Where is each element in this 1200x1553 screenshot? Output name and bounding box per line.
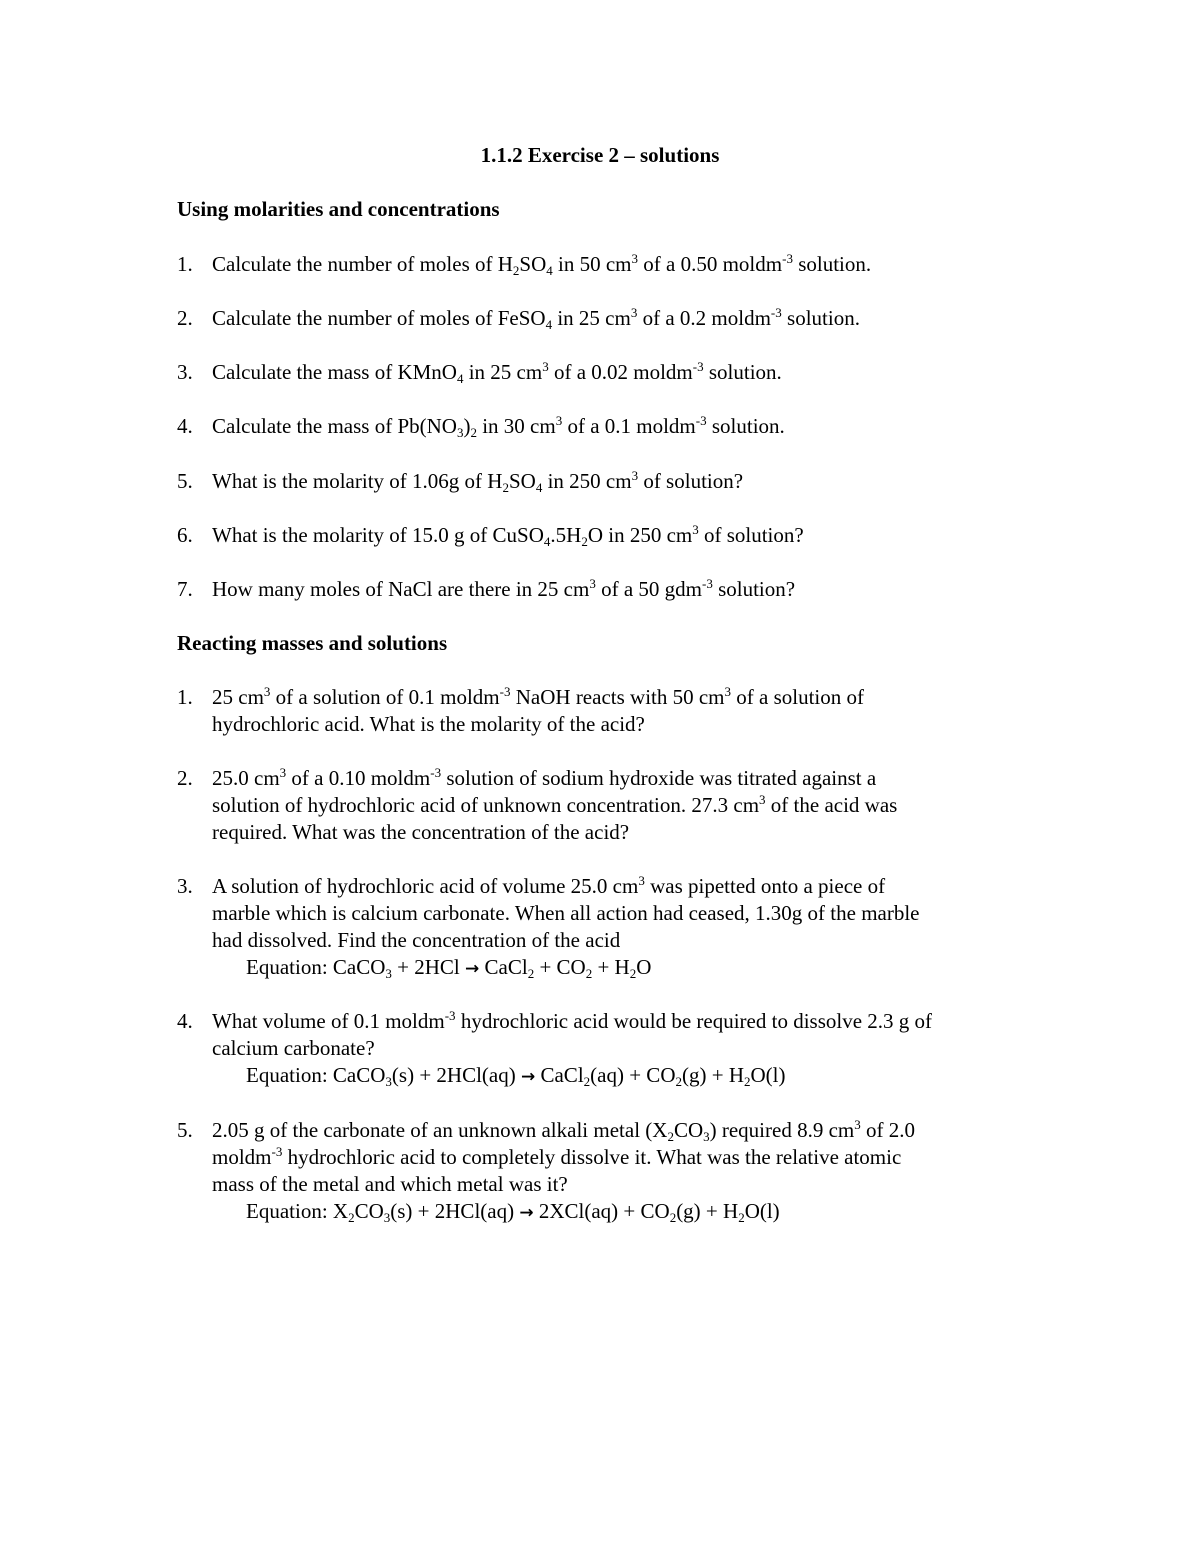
- equation: Equation: CaCO$_3$(s) + 2HCl(aq) → CaCl$_2$(aq) + $CO_2(g) + H_2O(l)$: [246, 1063, 786, 1089]
- question-number: 4.: [177, 1009, 193, 1033]
- question-2-3: [177, 873, 1037, 983]
- section-heading-reacting-masses: Reacting masses and solutions: [177, 631, 448, 655]
- question-2-5: [177, 1117, 1037, 1227]
- equation: Equation: $X_2CO_3(s) + 2HCl(aq) \to 2XCl(aq) + CO_2(g) + H_2O(l)$: [246, 1199, 780, 1225]
- question-number: 6.: [177, 523, 193, 547]
- question-number: 7.: [177, 577, 193, 601]
- section-heading-molarities: Using molarities and concentrations: [177, 197, 500, 221]
- question-number: 3.: [177, 874, 193, 898]
- question-1-6: [177, 522, 1037, 549]
- arrow-icon: →: [519, 1203, 534, 1223]
- arrow-icon: →: [520, 1067, 536, 1087]
- question-text: 2.05 g of the carbonate of an unknown alkali metal $(X_2CO_3)$ required 8.9 $cm^3$ of 2.0 moldm$^{-3}$ hydrochloric acid to completely dissolve it. What was the relative atomic mass of the metal and which metal was it? Equation: $X_2CO_3(s) + 2HCl(aq) \to 2XCl(aq) + CO_2(g) + H_2O(l)$: [212, 1117, 1037, 1227]
- question-text: Calculate the number of moles of $H_2SO_4$ in 50 $cm^3$ of a 0.50 moldm$^{-3}$ solution.: [212, 251, 872, 278]
- question-number: 5.: [177, 469, 193, 493]
- question-text: 25 $cm^3$ of a solution of 0.1 moldm$^{-3}$ NaOH reacts with 50 $cm^3$ of a solution of hydrochloric acid. What is the molarity of the acid?: [212, 684, 865, 736]
- equation: Equation: CaCO$_3$ + 2HCl → CaCl$_2$ + $CO_2 + H_2O$: [246, 955, 652, 981]
- question-number: 4.: [177, 414, 193, 438]
- question-text: Calculate the number of moles of FeSO$_4$ in 25 $cm^3$ of a 0.2 moldm$^{-3}$ solution.: [212, 305, 860, 332]
- question-2-2: [177, 765, 1037, 846]
- question-text: A solution of hydrochloric acid of volume 25.0 $cm^3$ was pipetted onto a piece of marble which is calcium carbonate. When all action had ceased, 1.30g of the marble had dissolved. Find the concentration of the acid Equation: CaCO$_3$ + 2HCl → CaCl$_2$ + $CO_2 + H_2O$: [212, 873, 1037, 983]
- question-2-1: [177, 684, 1037, 738]
- question-1-2: [177, 305, 1037, 332]
- question-1-5: [177, 468, 1037, 495]
- question-text: 25.0 $cm^3$ of a 0.10 moldm$^{-3}$ solution of sodium hydroxide was titrated against a solution of hydrochloric acid of unknown concentration. 27.3 $cm^3$ of the acid was required. What was the concentration of the acid?: [212, 765, 898, 844]
- question-number: 2.: [177, 766, 193, 790]
- question-text: How many moles of NaCl are there in 25 $cm^3$ of a 50 gdm$^{-3}$ solution?: [212, 576, 796, 601]
- question-number: 5.: [177, 1118, 193, 1142]
- arrow-icon: →: [465, 959, 480, 979]
- question-1-1: [177, 251, 1037, 278]
- question-number: 3.: [177, 360, 193, 384]
- question-text: Calculate the mass of $Pb(NO_3)_2$ in 30 $cm^3$ of a 0.1 moldm$^{-3}$ solution.: [212, 413, 785, 440]
- question-number: 1.: [177, 685, 193, 709]
- question-number: 1.: [177, 252, 193, 276]
- question-text: What is the molarity of 1.06g of $H_2SO_4$ in 250 $cm^3$ of solution?: [212, 468, 744, 495]
- question-number: 2.: [177, 306, 193, 330]
- question-1-7: [177, 576, 1037, 603]
- question-text: What volume of 0.1 moldm$^{-3}$ hydrochloric acid would be required to dissolve 2.3 g of calcium carbonate? Equation: CaCO$_3$(s) + 2HCl(aq) → CaCl$_2$(aq) + $CO_2(g) + H_2O(l)$: [212, 1008, 1037, 1091]
- question-text: What is the molarity of 15.0 g of $CuSO_4.5H_2O$ in 250 $cm^3$ of solution?: [212, 522, 804, 549]
- question-1-4: [177, 413, 1037, 440]
- question-2-4: [177, 1008, 1037, 1091]
- question-text: Calculate the mass of KMnO$_4$ in 25 $cm^3$ of a 0.02 moldm$^{-3}$ solution.: [212, 359, 782, 386]
- question-1-3: [177, 359, 1037, 386]
- page-title: 1.1.2 Exercise 2 – solutions: [480, 143, 720, 167]
